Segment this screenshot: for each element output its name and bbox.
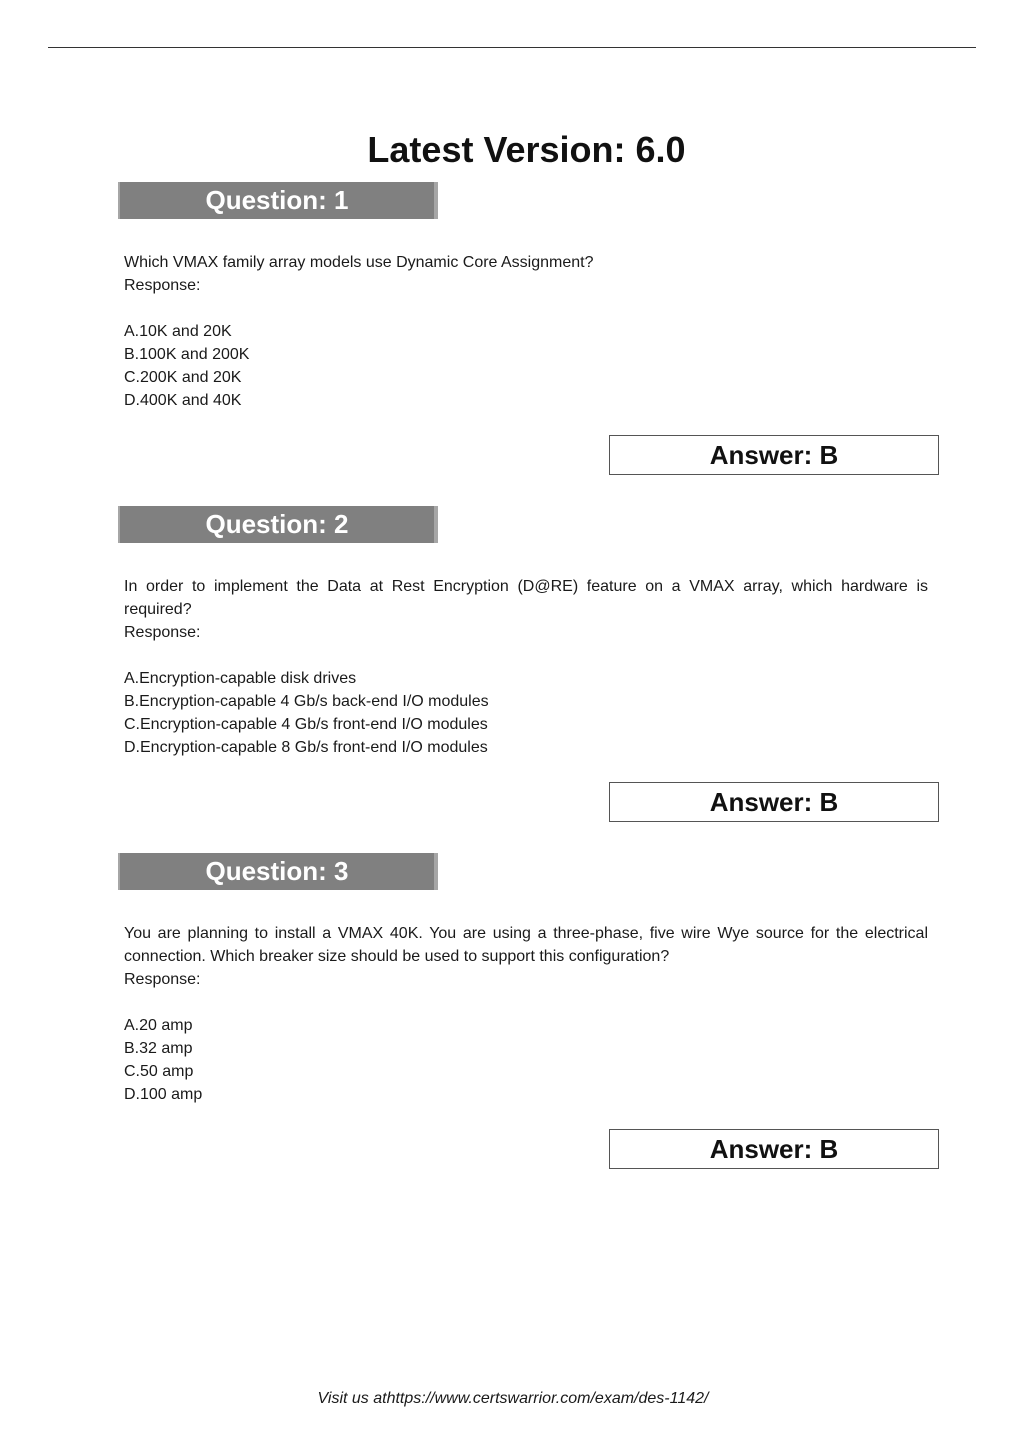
option-d: D.100 amp [124, 1086, 203, 1103]
options-list [124, 320, 249, 412]
response-label: Response: [124, 971, 201, 988]
document-title: Latest Version: 6.0 [367, 129, 686, 170]
option-d: D.400K and 40K [124, 392, 242, 409]
option-b: B.100K and 200K [124, 346, 250, 363]
question-heading: Question: 3 [118, 853, 438, 890]
response-label: Response: [124, 277, 201, 294]
question-text: You are planning to install a VMAX 40K. You are using a three-phase, five wire Wye source for the electrical connection. Which breaker size should be used to support this configuration? [124, 925, 928, 965]
header-rule [48, 47, 976, 48]
answer-box: Answer: B [609, 1129, 939, 1169]
option-a: A.10K and 20K [124, 323, 232, 340]
footer-link-text: Visit us athttps://www.certswarrior.com/exam/des-1142/ [317, 1390, 709, 1407]
question-heading: Question: 2 [118, 506, 438, 543]
option-a: A.20 amp [124, 1017, 193, 1034]
answer-box: Answer: B [609, 435, 939, 475]
option-d: D.Encryption-capable 8 Gb/s front-end I/O modules [124, 739, 488, 756]
options-list [124, 667, 489, 759]
answer-box: Answer: B [609, 782, 939, 822]
question-text: In order to implement the Data at Rest Encryption (D@RE) feature on a VMAX array, which hardware is required? [124, 578, 928, 618]
option-c: C.200K and 20K [124, 369, 242, 386]
response-label: Response: [124, 624, 201, 641]
options-list [124, 1014, 202, 1106]
question-text: Which VMAX family array models use Dynamic Core Assignment? [124, 254, 594, 271]
option-c: C.50 amp [124, 1063, 194, 1080]
question-heading: Question: 1 [118, 182, 438, 219]
option-b: B.32 amp [124, 1040, 193, 1057]
option-a: A.Encryption-capable disk drives [124, 670, 357, 687]
option-b: B.Encryption-capable 4 Gb/s back-end I/O modules [124, 693, 489, 710]
option-c: C.Encryption-capable 4 Gb/s front-end I/O modules [124, 716, 488, 733]
